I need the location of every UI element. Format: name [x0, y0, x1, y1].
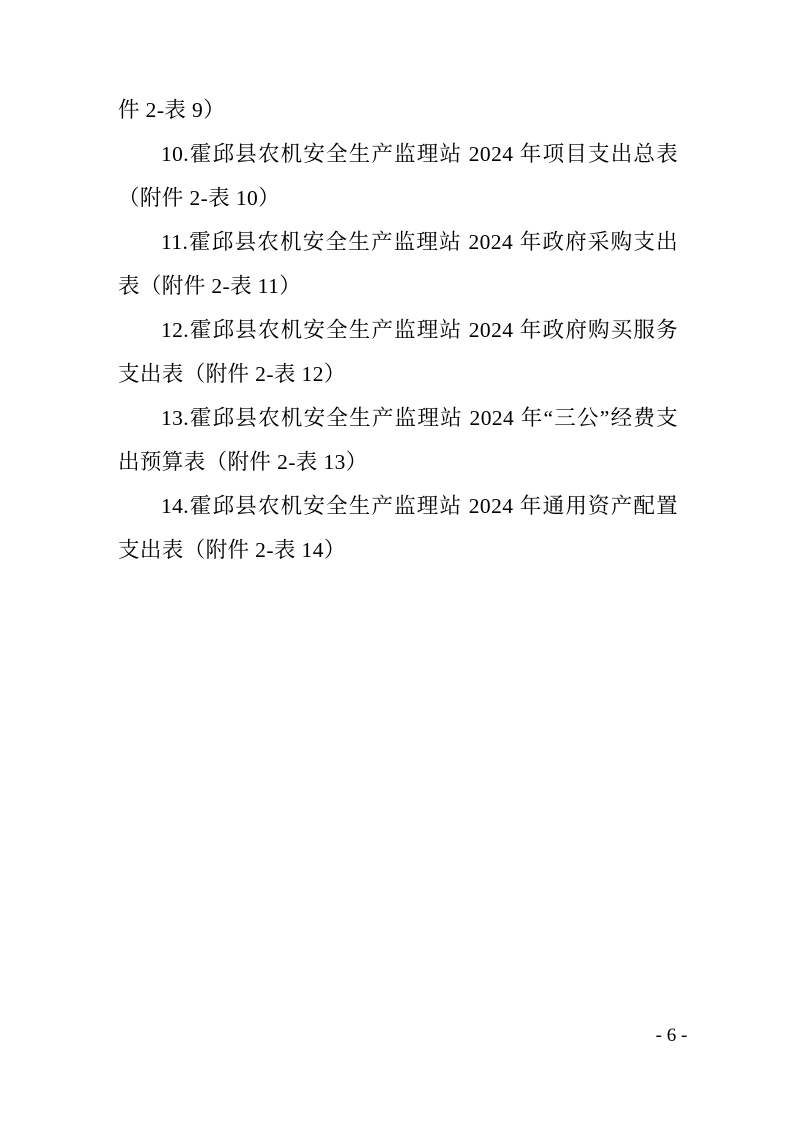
list-item-11: 11.霍邱县农机安全生产监理站 2024 年政府采购支出表（附件 2-表 11）	[118, 230, 678, 298]
list-item-10: 10.霍邱县农机安全生产监理站 2024 年项目支出总表（附件 2-表 10）	[118, 142, 678, 210]
paragraph-continuation: 件 2-表 9）	[118, 98, 226, 122]
page-number-footer	[0, 1025, 793, 1047]
list-item-12: 12.霍邱县农机安全生产监理站 2024 年政府购买服务支出表（附件 2-表 12）	[118, 318, 678, 386]
list-item-13: 13.霍邱县农机安全生产监理站 2024 年“三公”经费支出预算表（附件 2-表 13）	[118, 406, 678, 474]
document-body	[118, 88, 678, 572]
page-number-value: - 6 -	[655, 1025, 688, 1046]
list-item-14: 14.霍邱县农机安全生产监理站 2024 年通用资产配置支出表（附件 2-表 14）	[118, 494, 678, 562]
